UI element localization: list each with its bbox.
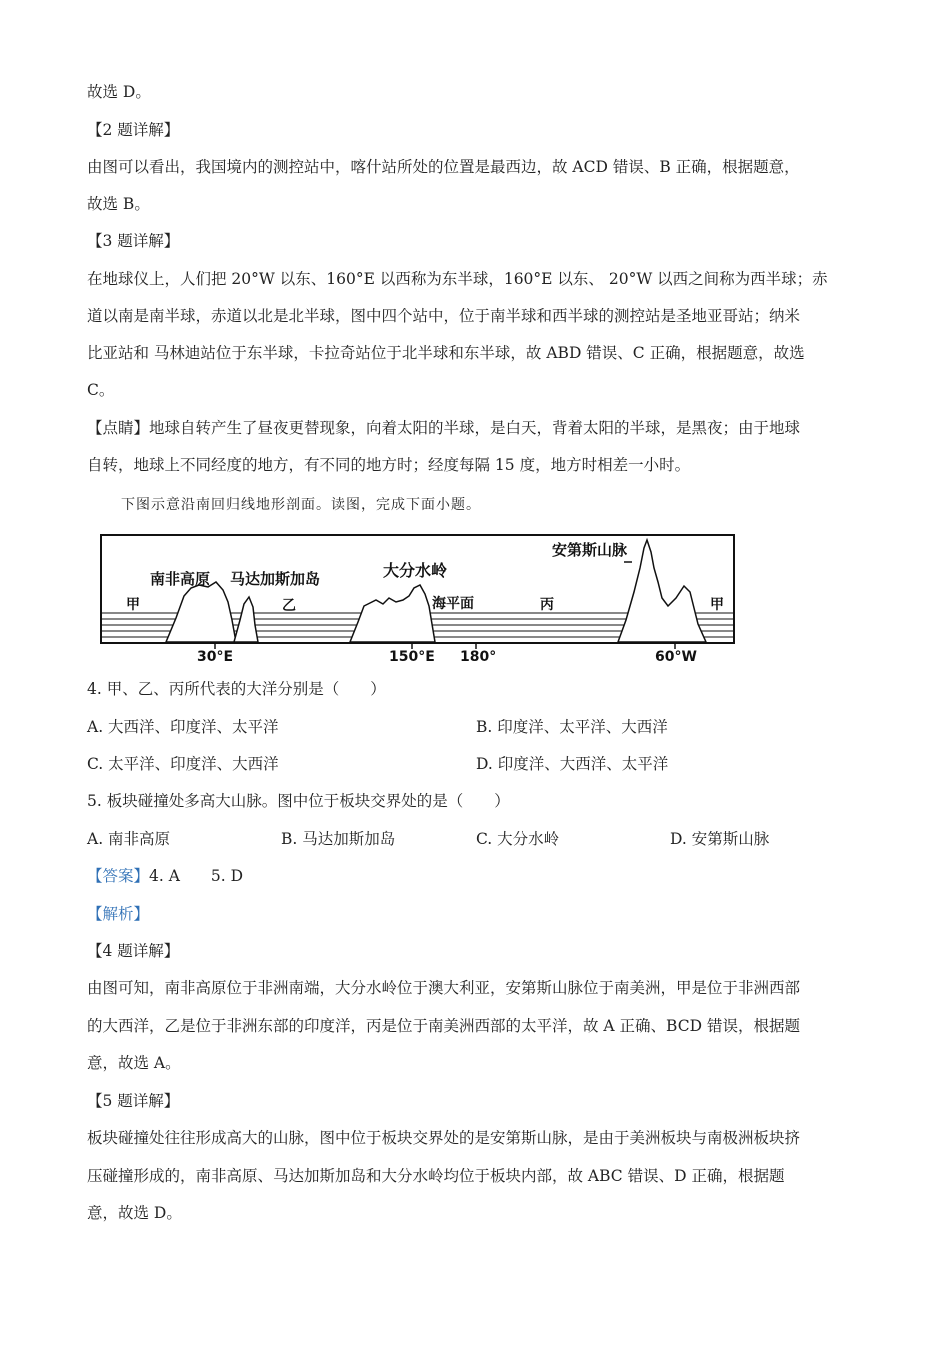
question-4-option-b: B. 印度洋、太平洋、大西洋 xyxy=(476,718,668,736)
analysis-label: 【解析】 xyxy=(87,905,150,923)
answer-value: 4. A 5. D xyxy=(149,867,244,885)
label-madagascar: 马达加斯加岛 xyxy=(230,570,321,588)
text-line: 意，故选 A。 xyxy=(87,1054,181,1072)
text-line: 故选 D。 xyxy=(87,83,151,101)
text-line: 意，故选 D。 xyxy=(87,1204,182,1222)
terrain-profile-figure xyxy=(96,530,741,668)
question-4-stem: 4. 甲、乙、丙所代表的大洋分别是（ ） xyxy=(87,680,386,698)
figure-caption: 下图示意沿南回归线地形剖面。读图，完成下面小题。 xyxy=(121,497,481,513)
answer-label: 【答案】 xyxy=(87,867,150,885)
label-great-dividing: 大分水岭 xyxy=(383,561,448,580)
text-line: 道以南是南半球，赤道以北是北半球，图中四个站中，位于南半球和西半球的测控站是圣地亚哥站；纳米 xyxy=(87,307,801,325)
label-andes: 安第斯山脉 xyxy=(552,541,628,559)
section-heading: 【4 题详解】 xyxy=(87,942,180,960)
tick-label-60w: 60°W xyxy=(655,649,697,664)
note-line: 【点睛】地球自转产生了昼夜更替现象，向着太阳的半球，是白天，背着太阳的半球，是黑夜；由于地球 xyxy=(87,419,801,437)
text-line: 在地球仪上，人们把 20°W 以东、160°E 以西称为东半球，160°E 以东、 20°W 以西之间称为西半球；赤 xyxy=(87,270,828,288)
tick-label-150e: 150°E xyxy=(389,649,435,664)
label-jia-right: 甲 xyxy=(710,597,724,613)
text-line: 比亚站和 马林迪站位于东半球，卡拉奇站位于北半球和东半球，故 ABD 错误、C 正确，根据题意，故选 xyxy=(87,344,805,362)
text-line: 板块碰撞处往往形成高大的山脉，图中位于板块交界处的是安第斯山脉，是由于美洲板块与南极洲板块挤 xyxy=(87,1129,801,1147)
question-4-option-a: A. 大西洋、印度洋、太平洋 xyxy=(87,718,279,736)
terrain-profile-svg xyxy=(96,530,741,664)
section-heading: 【3 题详解】 xyxy=(87,232,180,250)
section-heading: 【2 题详解】 xyxy=(87,121,180,139)
label-sea-level: 海平面 xyxy=(432,596,474,612)
text-line: C。 xyxy=(87,381,115,399)
answer-line xyxy=(87,866,243,886)
text-line: 由图可知，南非高原位于非洲南端，大分水岭位于澳大利亚，安第斯山脉位于南美洲，甲是位于非洲西部 xyxy=(87,979,801,997)
text-line: 自转，地球上不同经度的地方，有不同的地方时；经度每隔 15 度，地方时相差一小时。 xyxy=(87,456,691,474)
text-line: 的大西洋，乙是位于非洲东部的印度洋，丙是位于南美洲西部的太平洋，故 A 正确、BCD 错误，根据题 xyxy=(87,1017,800,1035)
label-bing: 丙 xyxy=(540,597,554,613)
text-line: 压碰撞形成的，南非高原、马达加斯加岛和大分水岭均位于板块内部，故 ABC 错误、D 正确，根据题 xyxy=(87,1167,785,1185)
question-4-option-d: D. 印度洋、大西洋、太平洋 xyxy=(476,755,669,773)
label-jia-left: 甲 xyxy=(126,597,140,613)
question-4-option-c: C. 太平洋、印度洋、大西洋 xyxy=(87,755,279,773)
tick-label-180: 180° xyxy=(460,649,497,664)
label-south-africa: 南非高原 xyxy=(150,570,211,588)
section-heading: 【5 题详解】 xyxy=(87,1092,180,1110)
label-yi: 乙 xyxy=(282,598,296,614)
question-5-stem: 5. 板块碰撞处多高大山脉。图中位于板块交界处的是（ ） xyxy=(87,792,510,810)
question-5-option-a: A. 南非高原 xyxy=(87,830,171,848)
text-line: 由图可以看出，我国境内的测控站中，喀什站所处的位置是最西边，故 ACD 错误、B 正确，根据题意， xyxy=(87,158,800,176)
question-5-option-c: C. 大分水岭 xyxy=(476,830,560,848)
tick-label-30e: 30°E xyxy=(197,649,234,664)
question-5-option-b: B. 马达加斯加岛 xyxy=(281,830,396,848)
question-5-option-d: D. 安第斯山脉 xyxy=(670,830,770,848)
text-line: 故选 B。 xyxy=(87,195,150,213)
